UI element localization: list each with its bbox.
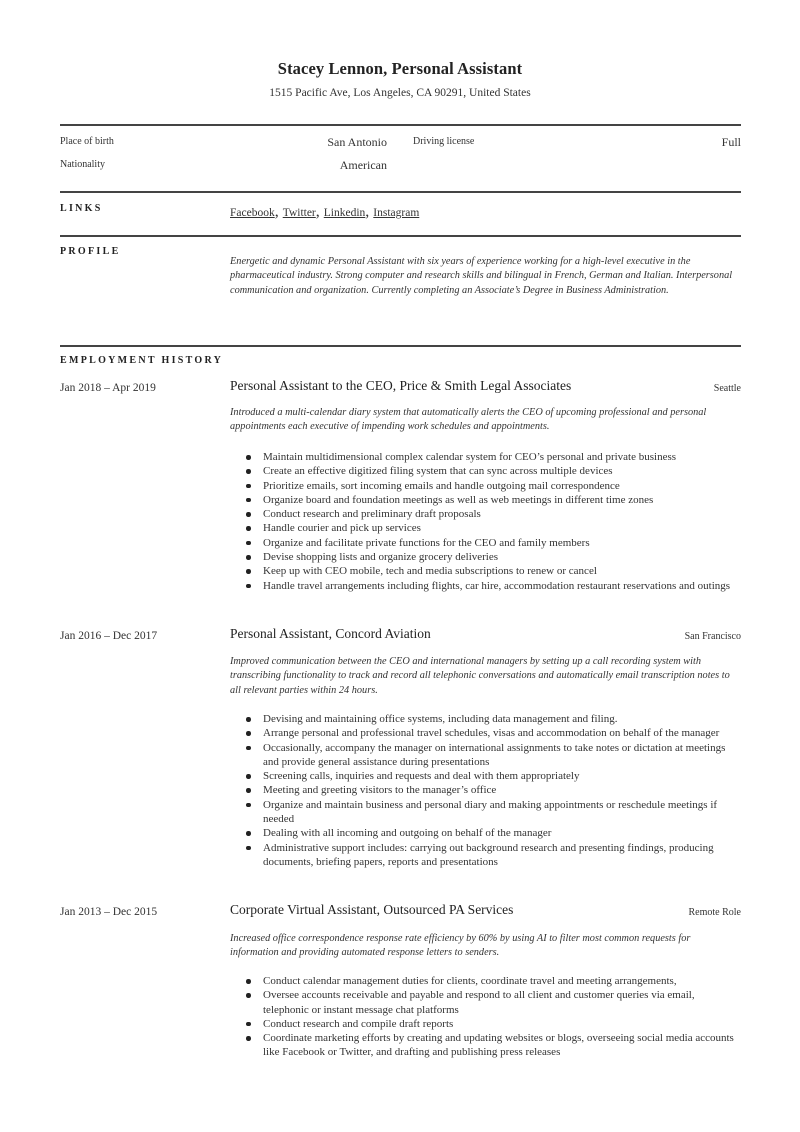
job-bullets [230, 974, 742, 1060]
list-item: Dealing with all incoming and outgoing on behalf of the manager [230, 826, 742, 840]
nationality-label: Nationality [60, 159, 105, 170]
employment-section-label: EMPLOYMENT HISTORY [60, 355, 224, 366]
list-item: Screening calls, inquiries and requests and deal with them appropriately [230, 769, 742, 783]
divider [60, 191, 741, 193]
list-item: Administrative support includes: carrying out background research and presenting findings, producing documents, briefing papers, reports and presentations [230, 841, 742, 870]
list-item: Devise shopping lists and organize grocery deliveries [230, 550, 742, 564]
list-item: Keep up with CEO mobile, tech and media subscriptions to renew or cancel [230, 564, 742, 578]
list-item: Meeting and greeting visitors to the manager’s office [230, 783, 742, 797]
profile-section-label: PROFILE [60, 246, 121, 257]
job-title: Corporate Virtual Assistant, Outsourced PA Services [230, 902, 514, 917]
job-summary: Improved communication between the CEO and international managers by setting up a call recording system with transcribing functionality to track and record all telephonic conversations and automatically email transcription notes to all relevant parties within 24 hours. [230, 656, 730, 696]
divider [60, 124, 741, 126]
list-item: Organize and maintain business and personal diary and making appointments or reschedule meetings if needed [230, 798, 742, 827]
job-title: Personal Assistant, Concord Aviation [230, 626, 431, 641]
job-dates: Jan 2018 – Apr 2019 [60, 382, 156, 394]
list-item: Handle travel arrangements including flights, car hire, accommodation restaurant reservations and outings [230, 579, 742, 593]
divider [60, 345, 741, 347]
list-item: Conduct research and compile draft reports [230, 1017, 742, 1031]
job-location: Seattle [713, 383, 741, 394]
nationality-value: American [339, 158, 387, 172]
job-dates: Jan 2013 – Dec 2015 [60, 906, 158, 918]
list-item: Create an effective digitized filing system that can sync across multiple devices [230, 464, 742, 478]
link-separator: , [365, 203, 374, 220]
profile-text: Energetic and dynamic Personal Assistant with six years of experience working for a high-level executive in the pharmaceutical industry. Strong computer and research skills and bilingual in French, German and Italian. Interpersonal communication and organization. Currently completing an Associate’s Degree in Business Administration. [230, 256, 733, 296]
job-dates: Jan 2016 – Dec 2017 [60, 630, 158, 642]
job-title: Personal Assistant to the CEO, Price & Smith Legal Associates [230, 378, 572, 393]
links-list [230, 203, 419, 221]
list-item: Organize and facilitate private functions for the CEO and family members [230, 536, 742, 550]
driving-license-label: Driving license [413, 136, 475, 147]
list-item: Maintain multidimensional complex calendar system for CEO’s personal and private business [230, 450, 742, 464]
list-item: Devising and maintaining office systems, including data management and filing. [230, 712, 742, 726]
resume-title: Stacey Lennon, Personal Assistant [277, 59, 523, 78]
instagram-link[interactable]: Instagram [373, 207, 420, 219]
job-location: Remote Role [688, 907, 741, 918]
job-summary: Introduced a multi-calendar diary system that automatically alerts the CEO of upcoming professional and personal appointments each executive of impending work schedules and appointments. [230, 407, 707, 433]
list-item: Handle courier and pick up services [230, 521, 742, 535]
linkedin-link[interactable]: Linkedin [323, 207, 366, 219]
list-item: Conduct research and preliminary draft proposals [230, 507, 742, 521]
link-separator: , [315, 203, 324, 220]
driving-license-value: Full [721, 135, 741, 149]
list-item: Oversee accounts receivable and payable and respond to all client and customer queries via email, telephonic or instant message chat platforms [230, 988, 742, 1017]
facebook-link[interactable]: Facebook [230, 207, 275, 219]
list-item: Organize board and foundation meetings as well as web meetings in different time zones [230, 493, 742, 507]
link-separator: , [274, 203, 283, 220]
place-of-birth-value: San Antonio [327, 135, 387, 149]
job-bullets [230, 450, 742, 593]
twitter-link[interactable]: Twitter [282, 207, 316, 219]
place-of-birth-label: Place of birth [60, 136, 114, 147]
list-item: Prioritize emails, sort incoming emails and handle outgoing mail correspondence [230, 479, 742, 493]
list-item: Occasionally, accompany the manager on international assignments to take notes or dictation at meetings and provide general assistance during presentations [230, 741, 742, 770]
job-summary: Increased office correspondence response rate efficiency by 60% by using AI to filter most common requests for information and providing automated response letters to senders. [230, 933, 691, 959]
job-location: San Francisco [684, 631, 741, 642]
list-item: Conduct calendar management duties for clients, coordinate travel and meeting arrangements, [230, 974, 742, 988]
list-item: Coordinate marketing efforts by creating and updating websites or blogs, overseeing social media accounts like Facebook or Twitter, and drafting and publishing press releases [230, 1031, 742, 1060]
divider [60, 235, 741, 237]
job-bullets [230, 712, 742, 869]
address: 1515 Pacific Ave, Los Angeles, CA 90291, United States [269, 87, 531, 99]
links-section-label: LINKS [60, 203, 103, 214]
list-item: Arrange personal and professional travel schedules, visas and accommodation on behalf of the manager [230, 726, 742, 740]
